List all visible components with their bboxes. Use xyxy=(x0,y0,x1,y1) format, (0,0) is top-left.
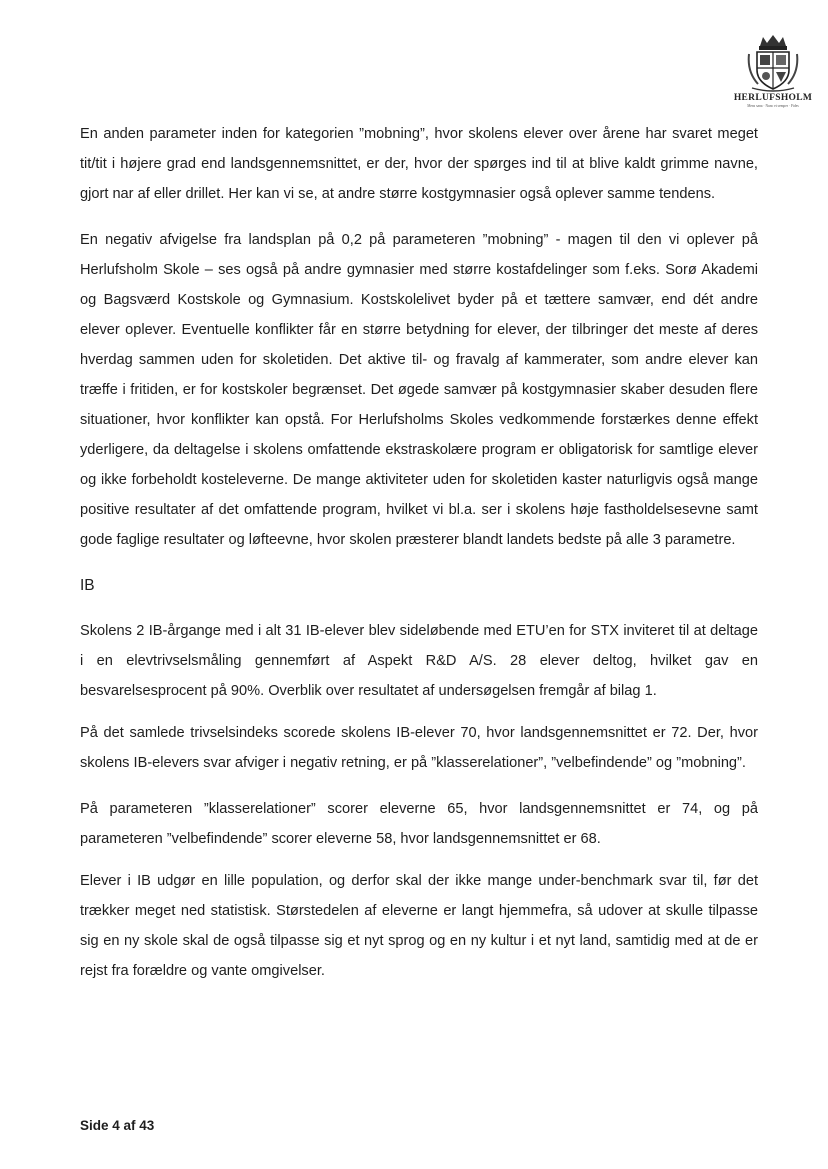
page-number: Side 4 af 43 xyxy=(80,1118,155,1133)
paragraph-ib-population: Elever i IB udgør en lille population, og derfor skal der ikke mange under-benchmark svar til, før det trækker meget ned statistisk. Størstedelen af eleverne er langt hjemmefra, så udover at skulle tilpasse sig en ny skole skal de også tilpasse sig et nyt sprog og en ny kultur i et nyt land, samtidig med at de er rejst fra forældre og vante omgivelser. xyxy=(80,873,758,979)
paragraph-mobning-intro: En anden parameter inden for kategorien ”mobning”, hvor skolens elever over årene har svaret meget tit/tit i højere grad end landsgennemsnittet, er der, hvor der spørges ind til at blive kaldt grimme navne, gjort nar af eller drillet. Her kan vi se, at andre større kostgymnasier også oplever samme tendens. xyxy=(80,126,758,202)
paragraph-ib-parameters: På parameteren ”klasserelationer” scorer eleverne 65, hvor landsgennemsnittet er 74, og på parameteren ”velbefindende” scorer eleverne 58, hvor landsgennemsnittet er 68. xyxy=(80,801,758,847)
section-heading-ib: IB xyxy=(80,577,95,594)
document-body xyxy=(80,119,758,1002)
coat-of-arms-icon xyxy=(746,34,800,92)
paragraph-ib-index: På det samlede trivselsindeks scorede skolens IB-elever 70, hvor landsgennemsnittet er 72. Der, hvor skolens IB-elevers svar afviger i negativ retning, er på ”klasserelationer”, ”velbefindende” og ”mobning”. xyxy=(80,725,758,771)
logo-motto: Mens sana · Nunc et semper · Fides xyxy=(747,104,799,108)
logo-wordmark: HERLUFSHOLM xyxy=(733,93,813,103)
paragraph-mobning-afvigelse: En negativ afvigelse fra landsplan på 0,2 på parameteren ”mobning” - magen til den vi oplever på Herlufsholm Skole – ses også på andre gymnasier med større kostafdelinger som f.eks. Sorø Akademi og Bagsværd Kostskole og Gymnasium. Kostskolelivet byder på et tættere samvær, end dét andre elever oplever. Eventuelle konflikter får en større betydning for elever, der tilbringer det meste af deres hverdag sammen uden for skoletiden. Det aktive til- og fravalg af kammerater, som andre elever kan træffe i fritiden, er for kostskoler begrænset. Det øgede samvær på kostgymnasier skaber desuden flere situationer, hvor konflikter kan opstå. For Herlufsholms Skoles vedkommende forstærkes denne effekt yderligere, da deltagelse i skolens omfattende ekstraskolære program er obligatorisk for samtlige elever og ikke forbeholdt kosteleverne. De mange aktiviteter uden for skoletiden kaster naturligvis også mange positive resultater af det omfattende program, hvilket vi bl.a. ser i skolens høje fastholdelsesevne samt gode faglige resultater og løfteevne, hvor skolen præsterer blandt landets bedste på alle 3 parametre. xyxy=(80,232,758,548)
paragraph-ib-survey: Skolens 2 IB-årgange med i alt 31 IB-elever blev sideløbende med ETU’en for STX inviteret til at deltage i en elevtrivselsmåling gennemført af Aspekt R&D A/S. 28 elever deltog, hvilket gav en besvarelsesprocent på 90%. Overblik over resultatet af undersøgelsen fremgår af bilag 1. xyxy=(80,623,758,699)
school-logo xyxy=(730,34,816,118)
